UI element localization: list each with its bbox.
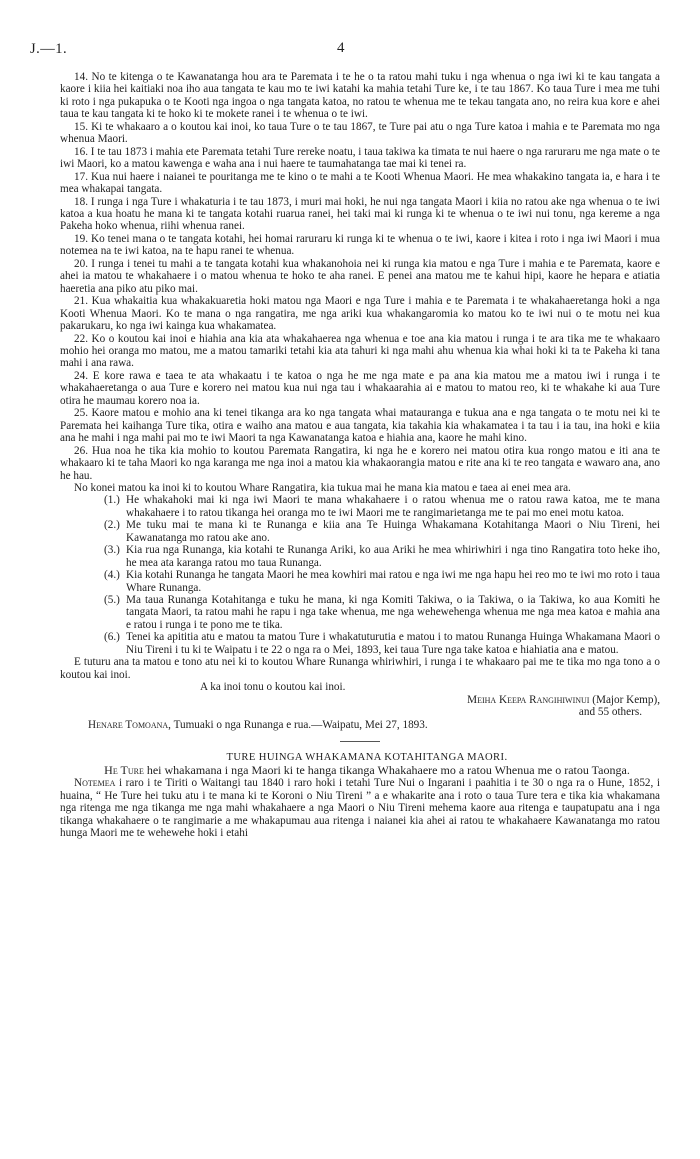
list-text: He whakahoki mai ki nga iwi Maori te mana whakahaere i o ratou whenua me o ratou rawa katoa, me te mana whakahaere i to ratou tikanga hei oranga mo te iwi Maori me te rangimarietanga me te pai mo enei motu katoa. bbox=[126, 494, 660, 519]
signatory bbox=[60, 694, 660, 706]
list-text: Kia kotahi Runanga he tangata Maori he mea kowhiri mai ratou e nga iwi me nga hapu hei reo mo te iwi mo roto i taua Whare Runanga. bbox=[126, 569, 660, 594]
subtitle-rest: hei whakamana i nga Maori ki te hanga tikanga Whakahaere mo a ratou Whenua me o ratou Taonga. bbox=[143, 763, 630, 778]
paragraph-20: 20. I runga i tenei tu mahi a te tangata kotahi kua whakanohoia nei ki runga kia matou e nga Ture i mahia e te Paremata, kaore e ahei ia matou te whakahaere i o matou whenua te hoko te aha ranei. E penei ana matou me te kahui hipi, kaore he hepara e atiatia haeretia ana piko atu piko mai. bbox=[60, 257, 660, 295]
paragraph-26: 26. Hua noa he tika kia mohio to koutou Paremata Rangatira, ki nga he e korero nei matou otira kua rongo matou e iti ana te whakaaro ki te taha Maori ko nga karanga me nga inoi a matou kia whakaorangia matou e rite ana ki te reo tangata e wawaro ana, ano he hau. bbox=[60, 444, 660, 482]
list-number: (2.) bbox=[104, 519, 120, 532]
signatory-alias: (Major Kemp), bbox=[592, 693, 660, 706]
list-text: Ma taua Runanga Kotahitanga e tuku he mana, ki nga Komiti Takiwa, o ia Takiwa, o ia Takiwa, ko aua Komiti he tangata Maori, ta ratou mahi he rapu i nga take whenua, me nga wehewehenga whenua me nga mea katoa e mahia ana e ratou i runga i te pono me te tika. bbox=[126, 594, 660, 631]
document-reference: J.—1. bbox=[30, 41, 68, 57]
section-divider bbox=[340, 741, 380, 742]
list-text: Tenei ka apititia atu e matou ta matou Ture i whakatuturutia e matou i to matou Runanga Huinga Whakamana Maori o Niu Tireni i tu ki te Waipatu i te 22 o nga ra o Mei, 1893, kei taua Ture nga take katoa e hiahiatia ana e matou. bbox=[126, 631, 660, 656]
subtitle-lead: He Ture bbox=[104, 763, 144, 778]
notice-paragraph bbox=[60, 777, 660, 839]
signatory-others: and 55 others. bbox=[578, 706, 642, 719]
page-number: 4 bbox=[337, 40, 345, 56]
list-number: (4.) bbox=[104, 569, 120, 582]
signatory-name: Meiha Keepa Rangihiwinui bbox=[467, 693, 590, 706]
list-item bbox=[60, 631, 660, 656]
list-number: (3.) bbox=[104, 544, 120, 557]
paragraph-19: 19. Ko tenei mana o te tangata kotahi, hei homai raruraru ki runga ki te whenua o te iwi, kaore i kitea i roto i nga iwi Maori i mua notemea na te iwi katoa, na te hapu ranei te whenua. bbox=[60, 232, 660, 258]
paragraph-25: 25. Kaore matou e mohio ana ki tenei tikanga ara ko nga tangata whai matauranga e tukua ana e nga tangata o te motu nei ki te Paremata hei kaihanga Ture tika, otira e waiho ana matou e aua tangata, kia takahia kia whakamatea i ta tau i ia tau, ina hoki e kiia ana he mahi i nga mahi pai mo te iwi Maori ta nga Kawanatanga katoa e hiahia ana, kaore he mahi kino. bbox=[60, 407, 660, 445]
section-subtitle bbox=[60, 764, 660, 777]
notice-rest: i raro i te Tiriti o Waitangi tau 1840 i raro hoki i tetahi Ture Nui o Ingarani i paahitia i te 30 o nga ra o Hune, 1852, i huaina, “ He Ture hei tuku atu i te mana ki te Koroni o Niu Tireni ” a e whakarite ana i roto o taua Ture tera e tika kia whakamana nga ritenga me nga tikanga me nga mahi whakahaere a nga Maori o Niu Tireni mehema kaore aua ritenga e taupatupatu ana i nga tikanga whakahaere o te rangimarie a me whakapumau aua ritenga i naianei kia ahei ai ratou te whakahaere Kawanatanga mo ratou hunga Maori me te wehewehe hoki i etahi bbox=[60, 777, 660, 840]
list-text: Me tuku mai te mana ki te Runanga e kiia ana Te Huinga Whakamana Kotahitanga Maori o Niu Tireni, hei Kawanatanga mo ratou ake ano. bbox=[126, 519, 660, 544]
list-item bbox=[60, 544, 660, 569]
paragraph-16: 16. I te tau 1873 i mahia ete Paremata tetahi Ture rereke noatu, i taua takiwa ka timata te nui haere o nga raruraru me nga mate o te iwi Maori, ko a matou kawenga e waha ana i nui haere te taumahatanga tae mai ki tenei ra. bbox=[60, 145, 660, 171]
list-number: (6.) bbox=[104, 631, 120, 644]
prayer-list bbox=[60, 494, 660, 656]
closing-line: A ka inoi tonu o koutou kai inoi. bbox=[200, 681, 346, 694]
paragraph-14: 14. No te kitenga o te Kawanatanga hou ara te Paremata i te he o ta ratou mahi tuku i nga whenua o nga iwi ki te kau tangata a kaore i kiia hei kaitiaki noa iho aua tangata te kau mo te iwi katahi ka mahia tetahi Ture ke, i te tau 1867. Ko taua Ture i mea me tuhi ki roto i nga pukapuka o te Kooti nga ingoa o nga tangata katoa, no ratou te whenua me te tekau tangata ano, no reira kua kore e ahei taua te kau tangata ki te hoko ki te mokete ranei i te whenua o te iwi. bbox=[60, 71, 660, 121]
list-number: (5.) bbox=[104, 594, 120, 607]
list-item bbox=[60, 569, 660, 594]
paragraph-17: 17. Kua nui haere i naianei te pouritanga me te kino o te mahi a te Kooti Whenua Maori. He mea whakakino tangata ia, e hara i te mea whakapai tangata. bbox=[60, 170, 660, 196]
list-item bbox=[60, 594, 660, 631]
attestation bbox=[60, 719, 660, 731]
list-item bbox=[60, 494, 660, 519]
paragraph-15: 15. Ki te whakaaro a o koutou kai inoi, ko taua Ture o te tau 1867, te Ture pai atu o nga Ture katoa i mahia e te Paremata mo nga whenua Maori. bbox=[60, 120, 660, 146]
closing-paragraph: E tuturu ana ta matou e tono atu nei ki to koutou Whare Runanga whiriwhiri, i runga i te whakaaro pai me te tika mo nga tono a o koutou kai inoi. bbox=[60, 656, 660, 681]
paragraph-22: 22. Ko o koutou kai inoi e hiahia ana kia ata whakahaerea nga whenua e toe ana kia matou i runga i te ara tika me te whakaaro mohio hei oranga mo matou, me a matou tamariki tetahi kia ata tahuri ki nga mahi ahu whenua kia whai hoki ki ta te Pakeha ki tana mahi i ana rawa. bbox=[60, 332, 660, 370]
paragraph-21: 21. Kua whakaitia kua whakakuaretia hoki matou nga Maori e nga Ture i mahia e te Paremata i te whakahaeretanga hoki a nga Kooti Whenua Maori. Ko te mana o nga rangatira, me nga ariki kua whakangaromia ko matou ko te iwi nui o te motu nei kua pakarukaru, ko nga iwi kainga kua whakamatea. bbox=[60, 295, 660, 333]
notice-lead: Notemea bbox=[74, 777, 116, 790]
list-number: (1.) bbox=[104, 494, 120, 507]
paragraph-18: 18. I runga i nga Ture i whakaturia i te tau 1873, i muri mai hoki, he nui nga tangata Maori i kiia no ratou ake nga whenua o te iwi katoa a kua hoatu he mana ki te tangata kotahi ruarua ranei, hei taki mai ki runga ki te whenua o te iwi nui tonu, nga kereme a nga Pakeha hoko whenua, riihi whenua ranei. bbox=[60, 195, 660, 233]
paragraph-24: 24. E kore rawa e taea te ata whakaatu i te katoa o nga he me nga mate e pa ana kia matou me a matou iwi i runga i te whakahaeretanga o aua Ture e korero nei matou kua nui nga tau i whakaarahia ai e matou to matou reo, ki te whakahe ki aua Ture otira he maumau korero noa ia. bbox=[60, 369, 660, 407]
document-body bbox=[60, 71, 660, 840]
section-title: TURE HUINGA WHAKAMANA KOTAHITANGA MAORI. bbox=[226, 752, 508, 764]
list-item bbox=[60, 519, 660, 544]
prayer-intro: No konei matou ka inoi ki to koutou Whare Rangatira, kia tukua mai he mana kia matou e taea ai enei mea ara. bbox=[74, 481, 571, 494]
list-text: Kia rua nga Runanga, kia kotahi te Runanga Ariki, ko aua Ariki he mea whiriwhiri i nga tino Rangatira toto heke iho, he mea ata karanga ratou mo taua Runanga. bbox=[126, 544, 660, 569]
attestation-text: , Tumuaki o nga Runanga e rua.—Waipatu, Mei 27, 1893. bbox=[168, 718, 428, 731]
attestation-name: Henare Tomoana bbox=[88, 718, 169, 731]
